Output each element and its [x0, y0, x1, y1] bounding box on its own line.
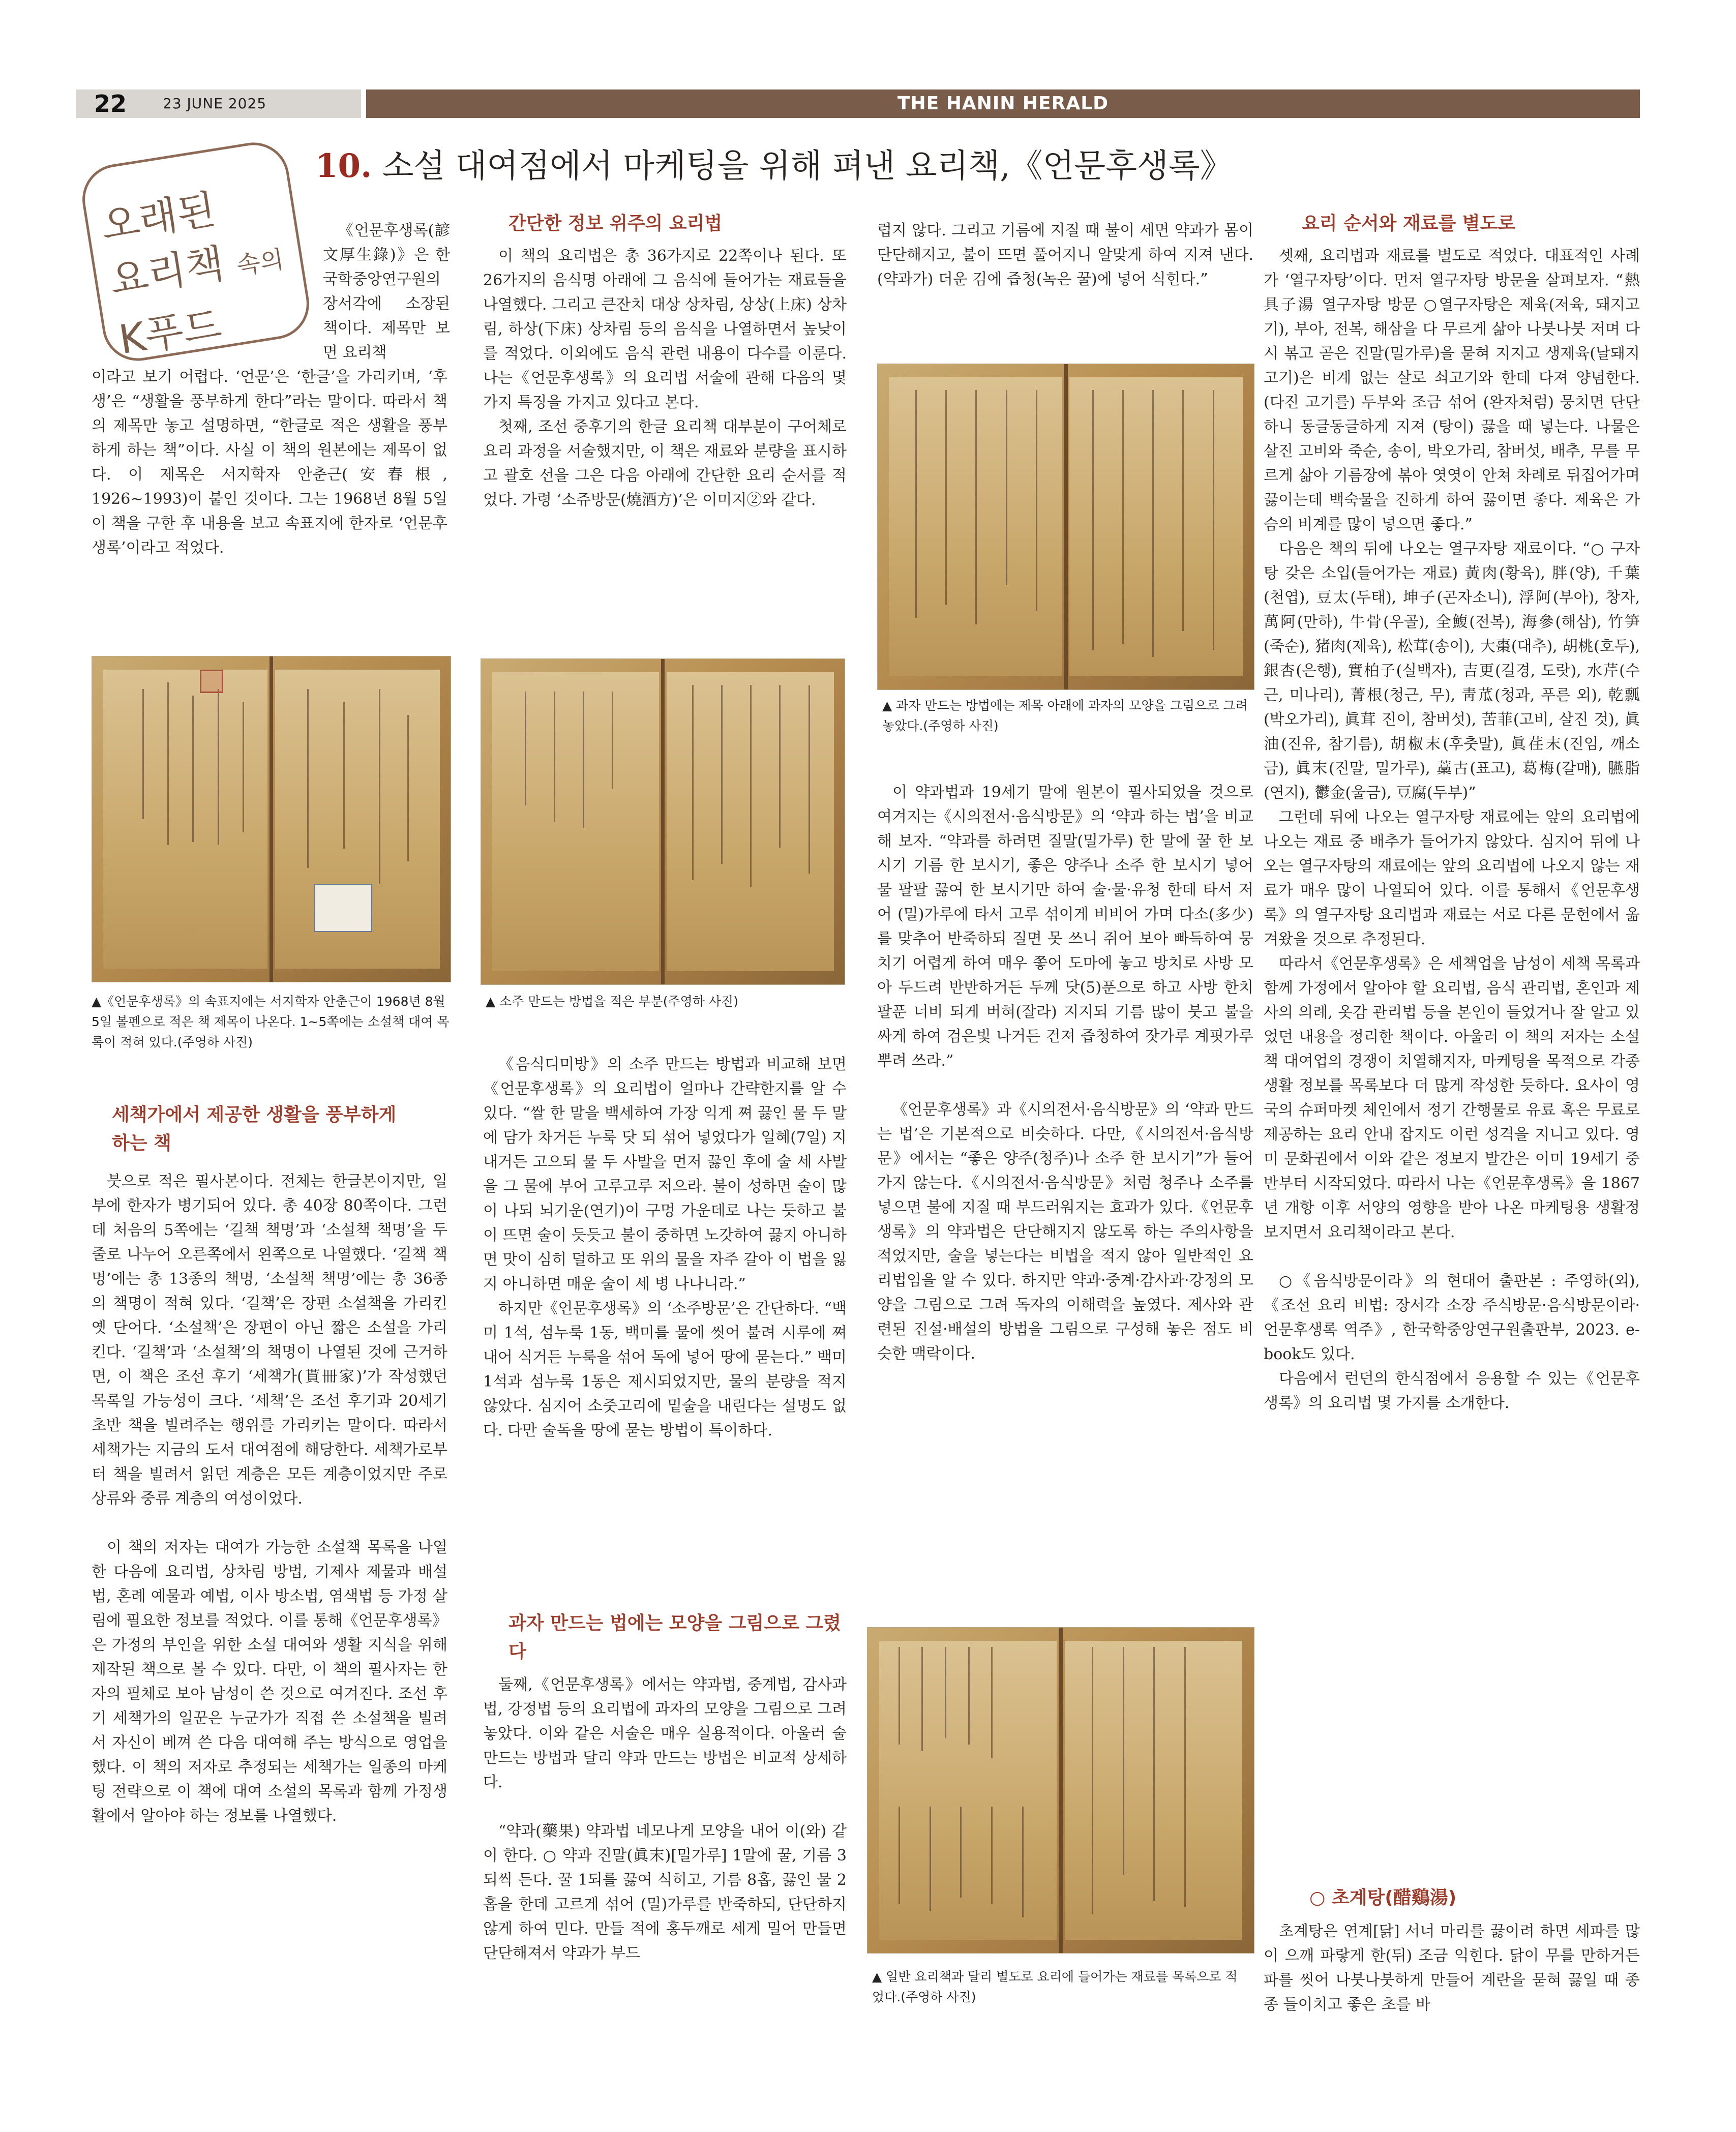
col2-subhead2: 과자 만드는 법에는 모양을 그림으로 그렸다 [508, 1613, 841, 1662]
photo4-caption: ▲ 일반 요리책과 달리 별도로 요리에 들어가는 재료를 목록으로 적었다.(주영하 사진) [872, 1969, 1238, 2004]
page-number: 22 [94, 90, 127, 117]
article-number: 10. [315, 147, 372, 185]
issue-date: 23 JUNE 2025 [163, 95, 267, 112]
series-badge-line3: K푸드 [116, 302, 225, 364]
masthead-brand: THE HANIN HERALD [897, 93, 1109, 114]
series-badge-line1: 오래된 [98, 186, 219, 250]
photo-ingredient-list [867, 1627, 1254, 1954]
article-title [315, 143, 1233, 189]
photo1-caption: ▲《언문후생록》의 속표지에는 서지학자 안춘근이 1968년 8월 5일 볼펜으로 적은 책 제목이 나온다. 1~5쪽에는 소설책 대여 목록이 적혀 있다.(주영하 사진) [92, 994, 450, 1049]
col3-body-mid: 이 약과법과 19세기 말에 원본이 필사되었을 것으로 여겨지는《시의전서·음식방문》의 ‘약과 하는 법’을 비교해 보자. “약과를 하려면 질말(밀가루) 한 말에 꿀 한 보시기 기름 한 보시기, 좋은 양주나 소주 한 보시기 넣어 물 팔팔 끓여 한 보시기만 하여 술·물·유청 한데 타서 저어 (밀)가루에 타서 고루 섞이게 비비어 가며 다소(多少)를 맞추어 반죽하되 질면 못 쓰니 쥐어 보아 빠득하여 뭉치기 어렵게 하여 매우 쫗어 도마에 놓고 방치로 사방 모아 두드려 반반하거든 두께 닷(5)푼으로 하고 사방 한치 팔푼 너비 되게 버혀(잘라) 지지되 기름 많이 붓고 불을 싸게 하여 검은빛 나거든 건져 즙청하여 잣가루 계핏가루 뿌려 쓰라.” 《언문후생록》과《시의전서·음식방문》의 ‘약과 만드는 법’은 기본적으로 비슷하다. 다만,《시의전서·음식방문》에서는 “좋은 양주(청주)나 소주 한 보시기”가 들어가지 않는다.《시의전서·음식방문》처럼 청주나 소주를 넣으면 불에 지질 때 부드러워지는 효과가 있다.《언문후생록》의 약과법은 단단해지지 않도록 하는 주의사항을 적었지만, 술을 넣는다는 비법을 적지 않아 일반적인 요리법임을 알 수 있다. 하지만 약과·중계·감사과·강정의 모양을 그림으로 그려 독자의 이해력을 높였다. 제사와 관련된 진설·배설의 방법을 그림으로 구성해 놓은 점도 비슷한 맥락이다. [877, 784, 1253, 1363]
col3-body-top: 럽지 않다. 그리고 기름에 지질 때 불이 세면 약과가 몸이 단단해지고, 불이 뜨면 풀어지니 알맞게 하여 지져 낸다. (약과가) 더운 김에 즙청(녹은 꿀)에 넣어 식힌다.” [877, 222, 1253, 288]
col2-body-top: 이 책의 요리법은 총 36가지로 22쪽이나 된다. 또 26가지의 음식명 아래에 그 음식에 들어가는 재료들을 나열했다. 그리고 큰잔치 대상 상차림, 상상(上床) 상차림, 하상(下床) 상차림 등의 음식을 나열하면서 높낮이를 적었다. 이외에도 음식 관련 내용이 다수를 이룬다. 나는《언문후생록》의 요리법 서술에 관해 다음의 몇 가지 특징을 가지고 있다고 본다. 첫째, 조선 중후기의 한글 요리책 대부분이 구어체로 요리 과정을 서술했지만, 이 책은 재료와 분량을 표시하고 괄호 선을 그은 다음 아래에 간단한 요리 순서를 적었다. 가령 ‘소쥬방문(燒酒方)’은 이미지②와 같다. [483, 247, 847, 509]
col4-subhead: 요리 순서와 재료를 별도로 [1302, 213, 1516, 234]
col4-body: 셋째, 요리법과 재료를 별도로 적었다. 대표적인 사례가 ‘열구자탕’이다. 먼저 열구자탕 방문을 살펴보자. “熱具子湯 열구자탕 방문 ○열구자탕은 제육(저육, 돼지고기), 부아, 전복, 해삼을 다 무르게 삶아 나붓나붓 저며 다시 볶고 곧은 진말(밀가루)을 묻혀 지지고 생제육(날돼지고기)은 비계 없는 살로 쇠고기와 한데 다져 양념한다. (다진 고기를) 두부와 조금 섞어 (완자처럼) 뭉치면 단단하니 동글동글하게 지져 (탕이) 끓을 때 넣는다. 나물은 살진 고비와 죽순, 송이, 박오가리, 참버섯, 배추, 무를 무르게 삶아 기름장에 볶아 엿엿이 안쳐 차례로 뒤집어가며 끓이는데 백숙물을 진하게 하여 끓이면 좋다. 제육은 가슴의 비계를 많이 넣으면 좋다.” 다음은 책의 뒤에 나오는 열구자탕 재료이다. “○ 구자탕 갖은 소입(들어가는 재료) 黃肉(황육), 胖(양), 千葉(천엽), 豆太(두태), 坤子(곤자소니), 浮阿(부아), 창자, 萬阿(만하), 牛骨(우골), 全鰒(전복), 海參(해삼), 竹笋(죽순), 猪肉(제육), 松茸(송이), 大棗(대추), 胡桃(호두), 銀杏(은행), 實柏子(실백자), 吉更(길경, 도랏), 水芹(수근, 미나리), 菁根(청근, 무), 靑苽(청과, 푸른 외), 乾瓢(박오가리), 眞茸 진이, 참버섯), 苦菲(고비, 살진 것), 眞油(진유, 참기름), 胡椒末(후춧말), 眞荏末(진임, 깨소금), 眞末(진말, 밀가루), 藁古(표고), 葛梅(갈매), 臙脂(연지), 鬱金(울금), 豆腐(두부)” 그런데 뒤에 나오는 열구자탕 재료에는 앞의 요리법에 나오는 재료 중 배추가 들어가지 않았다. 심지어 뒤에 나오는 열구자탕의 재료에는 앞의 요리법에 나오지 않는 재료가 매우 많이 나열되어 있다. 이를 통해서《언문후생록》의 열구자탕 요리법과 재료는 서로 다른 문헌에서 옮겨왔을 것으로 추정된다. 따라서《언문후생록》은 세책업을 남성이 세책 목록과 함께 가정에서 알아야 할 요리법, 음식 관리법, 혼인과 제사의 의례, 옷감 관리법 등을 본인이 들었거나 잘 알고 있었던 내용을 정리한 책이다. 아울러 이 책의 저자는 소설책 대여업의 경쟁이 치열해지자, 마케팅을 목적으로 각종 생활 정보를 목록보다 더 많게 작성한 듯하다. 요사이 영국의 슈퍼마켓 체인에서 정기 간행물로 유료 혹은 무료로 제공하는 요리 안내 잡지도 이런 성격을 지니고 있다. 영미 문화권에서 이와 같은 정보지 발간은 이미 19세기 중반부터 시작되었다. 따라서 나는《언문후생록》을 1867년 개항 이후 서양의 영향을 받아 나온 마케팅용 생활정보지면서 요리책이라고 본다. ○《음식방문이라》의 현대어 출판본 : 주영하(외),《조선 요리 비법: 장서각 소장 주식방문·음식방문이라·언문후생록 역주》, 한국학중앙연구원출판부, 2023. e-book도 있다. 다음에서 런던의 한식점에서 응용할 수 있는《언문후생록》의 요리법 몇 가지를 소개한다. [1264, 247, 1640, 1412]
col1-intro-narrow: 《언문후생록(諺文厚生錄)》은 한국학중앙연구원의 장서각에 소장된 책이다. 제목만 보면 요리책 [323, 222, 450, 362]
photo3-caption: ▲ 과자 만드는 방법에는 제목 아래에 과자의 모양을 그림으로 그려 놓았다.(주영하 사진) [882, 698, 1248, 733]
photo-soju-recipe [481, 658, 845, 985]
col2-body-mid: 《음식디미방》의 소주 만드는 방법과 비교해 보면《언문후생록》의 요리법이 얼마나 간략한지를 알 수 있다. “쌀 한 말을 백세하여 가장 익게 쪄 끓인 물 두 말에 담가 차거든 누룩 닷 되 섞어 넣었다가 일혜(7일) 지내거든 고으되 물 두 사발을 먼저 끓인 후에 술 세 사발을 그 물에 부어 고루고루 저으라. 불이 성하면 술이 많이 나되 뇌기운(연기)이 구멍 가운데로 나는 듯하고 불이 뜨면 술이 듯듯고 불이 중하면 노갓하여 끓지 아니하면 맛이 심히 덜하고 또 위의 물을 자주 갈아 이 법을 잃지 아니하면 매운 술이 세 병 나나니라.” 하지만《언문후생록》의 ‘소주방문’은 간단하다. “백미 1석, 섬누룩 1동, 백미를 물에 씻어 불려 시루에 쪄 내어 식거든 누룩을 섞어 독에 넣어 땅에 묻는다.” 백미 1석과 섬누룩 1동은 제시되었지만, 물의 분량을 적지 않았다. 심지어 소줏고리에 밑술을 내린다는 설명도 없다. 다만 술독을 땅에 묻는 방법이 특이하다. [483, 1056, 847, 1439]
col1-body: 붓으로 적은 필사본이다. 전체는 한글본이지만, 일부에 한자가 병기되어 있다. 총 40장 80쪽이다. 그런데 처음의 5쪽에는 ‘길책 책명’과 ‘소설책 책명’을 두 줄로 나누어 오른쪽에서 왼쪽으로 나열했다. ‘길책 책명’에는 총 13종의 책명, ‘소설책 책명’에는 총 36종의 책명이 적혀 있다. ‘길책’은 장편 소설책을 가리킨 옛 단어다. ‘소설책’은 장편이 아닌 짧은 소설을 가리킨다. ‘길책’과 ‘소설책’의 책명이 나열된 것에 근거하면, 이 책은 조선 후기 ‘세책가(貰冊家)’가 작성했던 목록일 가능성이 크다. ‘세책’은 조선 후기과 20세기 초반 책을 빌려주는 행위를 가리키는 말이다. 따라서 세책가는 지금의 도서 대여점에 해당한다. 세책가로부터 책을 빌려서 읽던 계층은 모든 계층이었지만 주로 상류와 중류 계층의 여성이었다. 이 책의 저자는 대여가 가능한 소설책 목록을 나열한 다음에 요리법, 상차림 방법, 기제사 제물과 배설법, 혼례 예물과 예법, 이사 방소법, 염색법 등 가정 살림에 필요한 정보를 적었다. 이를 통해《언문후생록》은 가정의 부인을 위한 소설 대여와 생활 지식을 위해 제작된 책으로 볼 수 있다. 다만, 이 책의 필사자는 한자의 필체로 보아 남성이 쓴 것으로 여겨진다. 조선 후기 세책가의 일꾼은 누군가가 직접 쓴 소설책을 빌려서 자신이 베껴 쓴 다음 대여해 주는 방식으로 영업을 했다. 이 책의 저자로 추정되는 세책가는 일종의 마케팅 전략으로 이 책에 대여 소설의 목록과 함께 가정생활에서 알아야 하는 정보를 나열했다. [92, 1173, 447, 1825]
col1-subhead: 세책가에서 제공한 생활을 풍부하게 하는 책 [112, 1104, 397, 1154]
photo2-caption: ▲ 소주 만드는 방법을 적은 부분(주영하 사진) [486, 994, 738, 1009]
col4-recipe-body: 초계탕은 연계[닭] 서너 마리를 끓이려 하면 세파를 많이 으깨 파랗게 한(뒤) 조금 익힌다. 닭이 무를 만하거든 파를 씻어 나붓나붓하게 만들어 계란을 묻혀 끓일 때 종종 들이치고 좋은 초를 바 [1264, 1923, 1640, 2014]
recipe-title: ○ 초계탕(醋鷄湯) [1309, 1887, 1457, 1908]
article-title-text: 소설 대여점에서 마케팅을 위해 펴낸 요리책,《언문후생록》 [382, 147, 1233, 185]
col1-intro-wide: 이라고 보기 어렵다. ‘언문’은 ‘한글’을 가리키며, ‘후생’은 “생활을 풍부하게 한다”라는 말이다. 따라서 책의 제목만 놓고 설명하면, “한글로 적은 생활을 풍부하게 하는 책”이다. 사실 이 책의 원본에는 제목이 없다. 이 제목은 서지학자 안춘근(安春根, 1926~1993)이 붙인 것이다. 그는 1968년 8월 5일 이 책을 구한 후 내용을 보고 속표지에 한자로 ‘언문후생록’이라고 적었다. [92, 368, 447, 557]
series-badge-line2: 요리책 속의 [106, 241, 286, 304]
col2-subhead: 간단한 정보 위주의 요리법 [508, 213, 723, 234]
col2-body-bottom: 둘째,《언문후생록》에서는 약과법, 중계법, 감사과법, 강정법 등의 요리법에 과자의 모양을 그림으로 그려놓았다. 이와 같은 서술은 매우 실용적이다. 아울러 술 만드는 방법과 달리 약과 만드는 방법은 비교적 상세하다. “약과(藥果) 약과법 네모나게 모양을 내어 이(와) 같이 한다. ○ 약과 진말(眞末)[밀가루] 1말에 꿀, 기름 3되씩 든다. 꿀 1되를 끓여 식히고, 기름 8홉, 끓인 물 2홉을 한데 고르게 섞어 (밀)가루를 반죽하되, 단단하지 않게 하여 민다. 만들 적에 홍두깨로 세게 밀어 만들면 단단해져서 약과가 부드 [483, 1676, 847, 1962]
photo-yakgwa-recipe [877, 364, 1254, 690]
photo-title-page [92, 656, 451, 982]
series-badge [97, 168, 324, 368]
